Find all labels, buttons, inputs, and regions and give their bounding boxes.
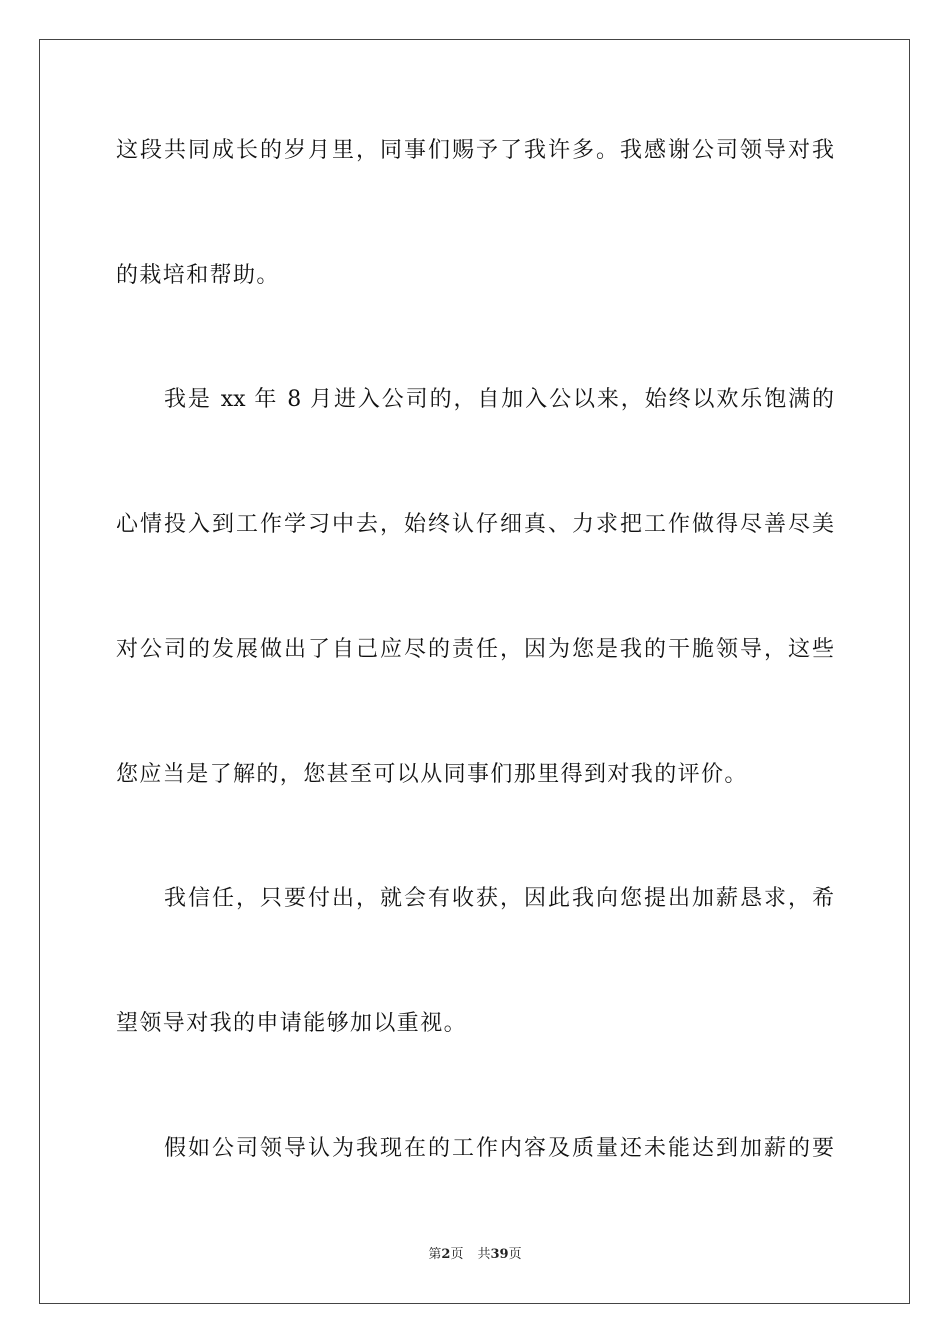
- page-footer: [0, 1246, 950, 1264]
- text-line: 我是 xx 年 8 月进入公司的，自加入公以来，始终以欢乐饱满的: [164, 387, 834, 412]
- text-line: 的栽培和帮助。: [116, 263, 280, 288]
- total-label-unit: 页: [508, 1247, 522, 1262]
- text-line: 您应当是了解的，您甚至可以从同事们那里得到对我的评价。: [116, 762, 748, 787]
- text-line: 对公司的发展做出了自己应尽的责任，因为您是我的干脆领导，这些: [116, 637, 834, 662]
- page-label-prefix: 第: [428, 1247, 442, 1262]
- page-label-unit: 页: [450, 1247, 464, 1262]
- page-border: [39, 39, 910, 1304]
- text-line: 心情投入到工作学习中去，始终认仔细真、力求把工作做得尽善尽美: [116, 512, 834, 537]
- text-line: 假如公司领导认为我现在的工作内容及质量还未能达到加薪的要: [164, 1136, 834, 1161]
- text-line: 这段共同成长的岁月里，同事们赐予了我许多。我感谢公司领导对我: [116, 138, 834, 163]
- text-line: 望领导对我的申请能够加以重视。: [116, 1011, 468, 1036]
- total-label-prefix: 共: [477, 1247, 491, 1262]
- text-line: 我信任，只要付出，就会有收获，因此我向您提出加薪恳求，希: [164, 886, 834, 911]
- page-number: 2: [441, 1247, 451, 1262]
- total-pages: 39: [490, 1247, 509, 1262]
